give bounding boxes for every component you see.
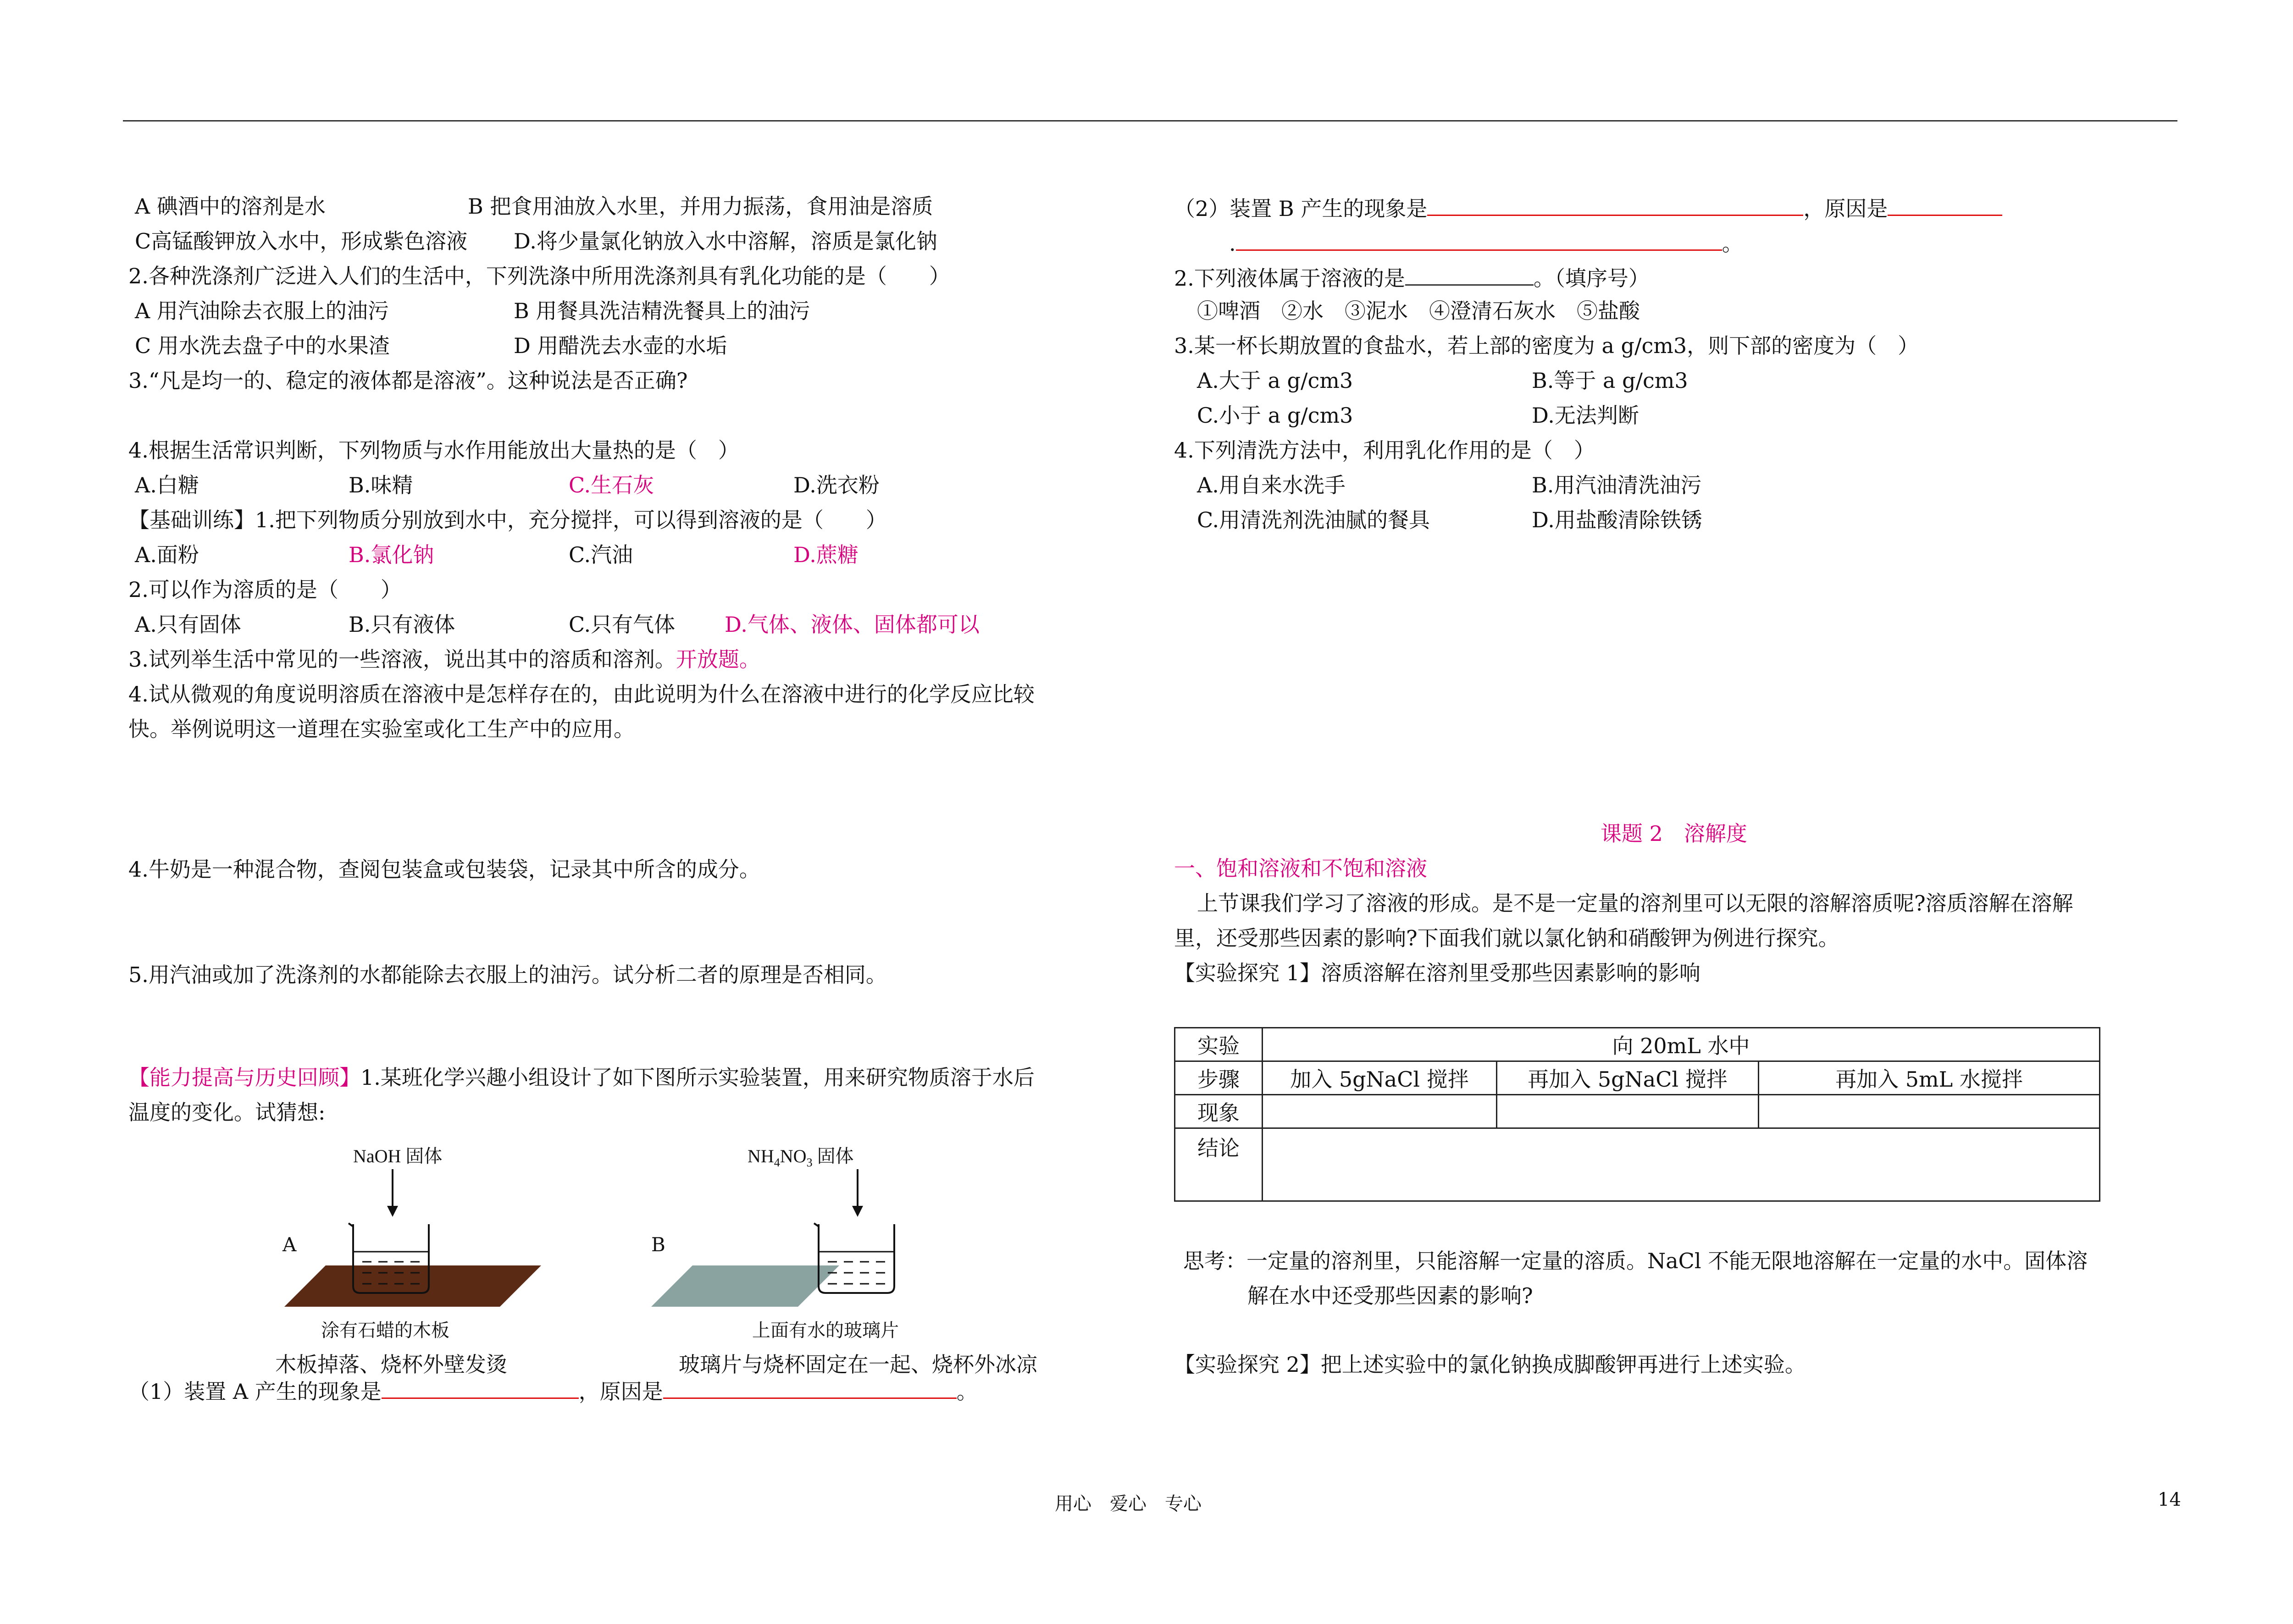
figure-b [651, 1142, 1064, 1380]
r3-option-d: D.无法判断 [1532, 403, 1639, 428]
device-b-phenomenon-blank[interactable] [1427, 193, 1803, 216]
footer-motto: 用心 爱心 专心 [1055, 1493, 1202, 1514]
figure-b-solid-prefix: NH [748, 1146, 774, 1166]
experiment-2-heading: 【实验探究 2】把上述实验中的氯化钠换成脚酸钾再进行上述实验。 [1174, 1352, 1806, 1377]
b3-text: 3.试列举生活中常见的一些溶液，说出其中的溶质和溶剂。 [128, 647, 676, 672]
device-b-end: 。 [1722, 231, 1743, 256]
table-step-3: 再加入 5mL 水搅拌 [1759, 1061, 2100, 1095]
basic-training-q1-text: 1.把下列物质分别放到水中，充分搅拌，可以得到溶液的是（ ） [255, 508, 887, 532]
q2-option-b: B 用餐具洗洁精洗餐具上的油污 [514, 298, 810, 323]
table-label-conclusion: 结论 [1175, 1128, 1263, 1201]
figure-b-apparatus [651, 1160, 945, 1311]
figure-a-solid-label: NaOH 固体 [353, 1146, 443, 1166]
milk-question: 4.牛奶是一种混合物，查阅包装盒或包装袋，记录其中所含的成分。 [128, 857, 760, 882]
device-b-mid: ，原因是 [1803, 196, 1888, 221]
q2-option-a: A 用汽油除去衣服上的油污 [135, 298, 389, 323]
experiment-1-heading: 【实验探究 1】溶质溶解在溶剂里受那些因素影响的影响 [1174, 961, 1700, 985]
q2-option-c: C 用水洗去盘子中的水果渣 [135, 333, 390, 358]
page-number: 14 [2158, 1489, 2181, 1510]
table-label-phenomenon: 现象 [1175, 1095, 1263, 1128]
intro-line-1: 上节课我们学习了溶液的形成。是不是一定量的溶剂里可以无限的溶解溶质呢?溶质溶解在溶解 [1197, 891, 2073, 916]
device-a-mid: ，原因是 [578, 1379, 663, 1404]
b2-option-c: C.只有气体 [569, 612, 676, 637]
table-label-experiment: 实验 [1175, 1028, 1263, 1061]
intro-line-2: 里，还受那些因素的影响?下面我们就以氯化钠和硝酸钾为例进行探究。 [1174, 926, 1839, 950]
section-1-heading: 一、饱和溶液和不饱和溶液 [1174, 856, 1427, 881]
ability-question-1-line-1 [128, 1064, 1035, 1091]
right-q2-suffix: 。（填序号） [1533, 266, 1650, 291]
figure-b-solid-sub-2: 3 [806, 1156, 813, 1169]
basic-training-question-3 [128, 646, 760, 673]
r3-option-b: B.等于 a g/cm3 [1532, 368, 1688, 393]
right-q2-blank[interactable] [1405, 262, 1534, 286]
device-a-reason-blank[interactable] [663, 1375, 957, 1399]
table-header-water: 向 20mL 水中 [1263, 1028, 2100, 1061]
header-rule [123, 120, 2177, 122]
question-5: 5.用汽油或加了洗涤剂的水都能除去衣服上的油污。试分析二者的原理是否相同。 [128, 962, 887, 987]
ability-tag: 【能力提高与历史回顾】 [128, 1065, 360, 1090]
r4-option-d: D.用盐酸清除铁锈 [1532, 508, 1702, 532]
figure-a-apparatus [284, 1160, 578, 1311]
table-phenomenon-cell-1[interactable] [1263, 1095, 1497, 1128]
right-question-3: 3.某一杯长期放置的食盐水，若上部的密度为 a g/cm3，则下部的密度为（ ） [1174, 333, 1919, 358]
ability-line-1-text: 1.某班化学兴趣小组设计了如下图所示实验装置，用来研究物质溶于水后 [360, 1065, 1035, 1090]
device-a-end: 。 [956, 1379, 978, 1404]
device-a-prefix: （1）装置 A 产生的现象是 [128, 1379, 382, 1404]
q1-option-a: A 碘酒中的溶剂是水 [135, 194, 326, 219]
figure-b-solid-mid: NO [780, 1146, 807, 1166]
q1-option-c: C高锰酸钾放入水中，形成紫色溶液 [135, 229, 468, 254]
figure-b-result: 玻璃片与烧杯固定在一起、烧杯外冰凉 [679, 1352, 1037, 1377]
r3-option-a: A.大于 a g/cm3 [1197, 368, 1353, 393]
right-question-2 [1174, 262, 1650, 292]
device-b-dot: . [1229, 231, 1236, 256]
table-step-2: 再加入 5gNaCl 搅拌 [1497, 1061, 1759, 1095]
right-q2-text: 2.下列液体属于溶液的是 [1174, 266, 1405, 291]
basic-training-question-2: 2.可以作为溶质的是（ ） [128, 577, 402, 602]
lesson-title: 课题 2 溶解度 [1601, 821, 1747, 846]
figure-a [275, 1142, 578, 1380]
r4-option-c: C.用清洗剂洗油腻的餐具 [1197, 508, 1430, 532]
think-line-1: 思考：一定量的溶剂里，只能溶解一定量的溶质。NaCl 不能无限地溶解在一定量的水中。固体溶 [1183, 1248, 2088, 1273]
basic-training-tag: 【基础训练】 [128, 508, 255, 532]
device-a-question [128, 1375, 978, 1405]
table-label-steps: 步骤 [1175, 1061, 1263, 1095]
question-3: 3.“凡是均一的、稳定的液体都是溶液”。这种说法是否正确? [128, 368, 688, 393]
figure-a-result: 木板掉落、烧杯外壁发烫 [275, 1352, 507, 1377]
b2-option-b: B.只有液体 [349, 612, 455, 637]
figure-b-solid-sub-1: 4 [774, 1156, 780, 1169]
device-b-reason-blank-2[interactable] [1236, 227, 1722, 251]
q2-option-d: D 用醋洗去水壶的水垢 [514, 333, 727, 358]
basic-training-question-4-line-2: 快。举例说明这一道理在实验室或化工生产中的应用。 [128, 717, 635, 741]
b2-option-d: D.气体、液体、固体都可以 [725, 612, 980, 637]
r4-option-a: A.用自来水洗手 [1197, 473, 1346, 497]
q4-option-a: A.白糖 [135, 473, 199, 497]
think-line-2: 解在水中还受那些因素的影响? [1247, 1283, 1533, 1308]
b2-option-a: A.只有固体 [135, 612, 241, 637]
question-4: 4.根据生活常识判断，下列物质与水作用能放出大量热的是（ ） [128, 438, 739, 463]
q4-option-d: D.洗衣粉 [793, 473, 880, 497]
table-phenomenon-cell-3[interactable] [1759, 1095, 2100, 1128]
device-b-reason-blank-1[interactable] [1888, 193, 2002, 216]
q4-option-c: C.生石灰 [569, 473, 654, 497]
figure-b-solid-suffix: 固体 [812, 1146, 854, 1166]
b1-option-d: D.蔗糖 [793, 542, 858, 567]
q1-option-d: D.将少量氯化钠放入水中溶解，溶质是氯化钠 [514, 229, 937, 254]
r4-option-b: B.用汽油清洗油污 [1532, 473, 1702, 497]
figure-a-letter: A [282, 1233, 297, 1256]
figure-a-base-label: 涂有石蜡的木板 [321, 1320, 449, 1341]
b3-answer: 开放题。 [676, 647, 760, 672]
b1-option-c: C.汽油 [569, 542, 633, 567]
device-b-question [1174, 193, 2002, 222]
b1-option-a: A.面粉 [135, 542, 199, 567]
question-2: 2.各种洗涤剂广泛进入人们的生活中，下列洗涤中所用洗涤剂具有乳化功能的是（ ） [128, 264, 950, 288]
r3-option-c: C.小于 a g/cm3 [1197, 403, 1353, 428]
figure-b-base-label: 上面有水的玻璃片 [752, 1320, 899, 1341]
basic-training-question-4-line-1: 4.试从微观的角度说明溶质在溶液中是怎样存在的，由此说明为什么在溶液中进行的化学反应比较 [128, 682, 1035, 707]
device-b-question-line-2 [1229, 227, 1743, 257]
table-step-1: 加入 5gNaCl 搅拌 [1263, 1061, 1497, 1095]
device-b-prefix: （2）装置 B 产生的现象是 [1174, 196, 1428, 221]
device-a-phenomenon-blank[interactable] [382, 1375, 579, 1399]
table-conclusion-cell[interactable] [1263, 1128, 2100, 1201]
right-question-4: 4.下列清洗方法中，利用乳化作用的是（ ） [1174, 438, 1595, 463]
experiment-table [1174, 1027, 2100, 1202]
basic-training-question-1 [128, 506, 887, 534]
q1-option-b: B 把食用油放入水里，并用力振荡，食用油是溶质 [468, 194, 933, 219]
q4-option-b: B.味精 [349, 473, 413, 497]
table-phenomenon-cell-2[interactable] [1497, 1095, 1759, 1128]
right-q2-items: ①啤酒 ②水 ③泥水 ④澄清石灰水 ⑤盐酸 [1197, 298, 1640, 323]
ability-question-1-line-2: 温度的变化。试猜想: [128, 1100, 326, 1125]
figure-b-letter: B [651, 1233, 665, 1256]
b1-option-b: B.氯化钠 [349, 542, 434, 567]
